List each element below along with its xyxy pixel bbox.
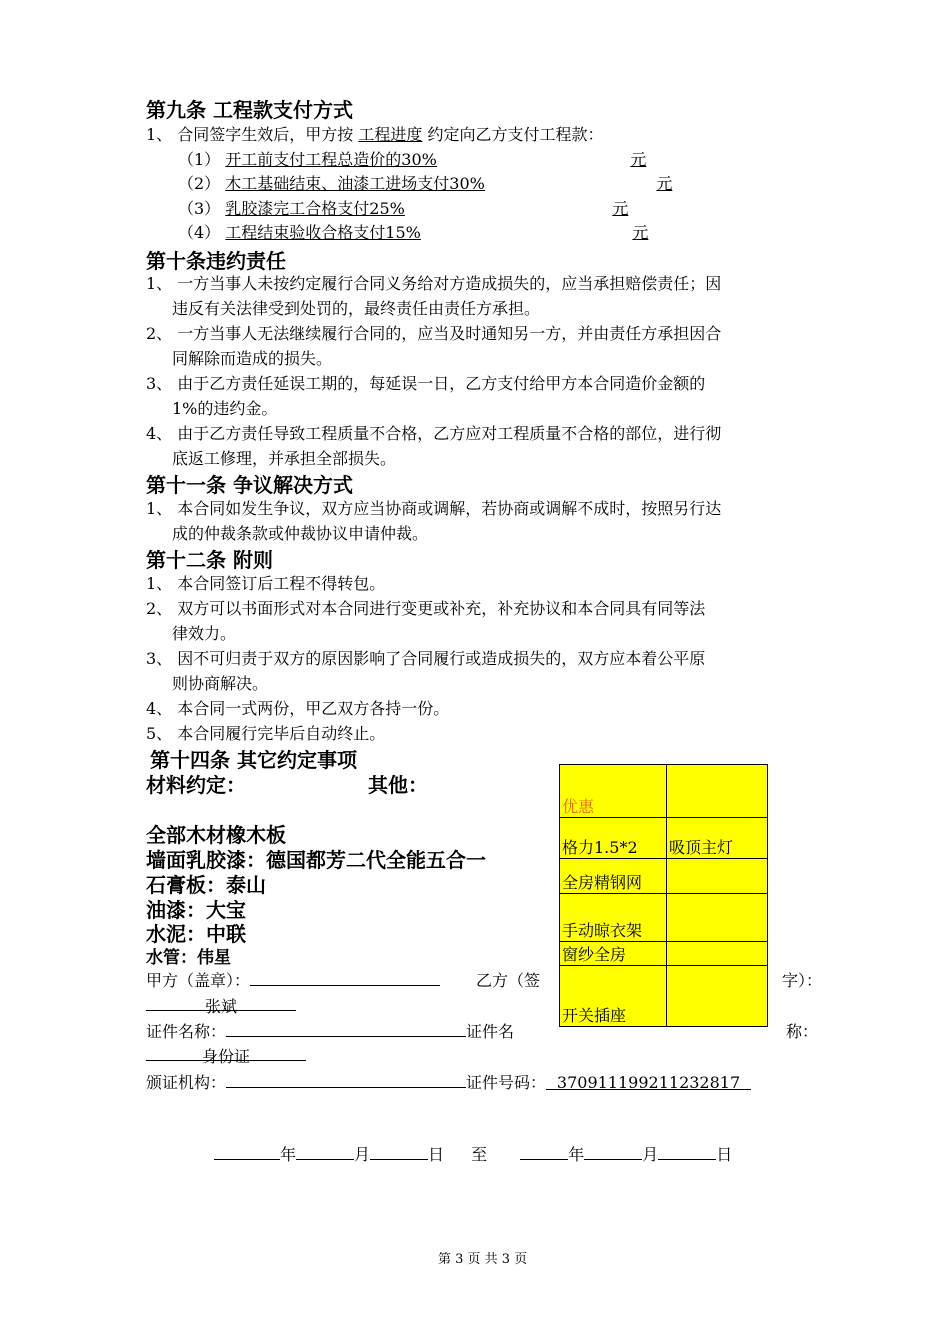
art10-line-2: 违反有关法律受到处罚的，最终责任由责任方承担。: [172, 299, 541, 318]
table-row: [560, 859, 768, 894]
materials-label: 材料约定：: [146, 773, 246, 797]
art10-line-6: 1%的违约金。: [172, 399, 278, 418]
art10-title: 第十条违约责任: [146, 249, 286, 273]
date-line: [214, 1142, 732, 1165]
art11-title: 第十一条 争议解决方式: [146, 473, 353, 497]
art12-line-1: 1、 本合同签订后工程不得转包。: [146, 574, 386, 593]
art12-line-5: 则协商解决。: [172, 674, 269, 693]
cert-name-b-label: 证件名: [466, 1022, 515, 1041]
material-cement: 水泥：中联: [146, 922, 246, 946]
art12-title: 第十二条 附则: [146, 548, 273, 572]
art14-title: 第十四条 其它约定事项: [150, 748, 357, 772]
table-row: [560, 894, 768, 942]
cert-no-text: 370911199211232817: [556, 1073, 741, 1092]
start-month-label: 月: [354, 1145, 371, 1164]
art9-intro-method: 工程进度: [358, 125, 423, 144]
party-a-blank: [250, 969, 440, 986]
item-unit: 元: [612, 199, 629, 218]
start-day-blank: [370, 1143, 428, 1160]
item-text: 乳胶漆完工合格支付25%: [225, 199, 405, 218]
issuer-label: 颁证机构：: [146, 1073, 227, 1092]
party-b-name-line: [146, 994, 296, 1016]
art11-line-2: 成的仲裁条款或仲裁协议申请仲裁。: [172, 524, 429, 543]
table-cell: [667, 966, 768, 1027]
material-gypsum: 石膏板：泰山: [146, 873, 266, 897]
end-year-label: 年: [568, 1145, 585, 1164]
art12-line-7: 5、 本合同履行完毕后自动终止。: [146, 724, 386, 743]
material-wood: 全部木材橡木板: [146, 823, 286, 847]
art9-intro: [146, 122, 604, 145]
art9-item-1: [178, 147, 646, 170]
item-num: （1）: [178, 150, 221, 169]
end-month-label: 月: [642, 1145, 659, 1164]
table-row: [560, 942, 768, 966]
art12-line-4: 3、 因不可归责于双方的原因影响了合同履行或造成损失的，双方应本着公平原: [146, 649, 706, 668]
party-a-label: 甲方（盖章）：: [146, 971, 251, 990]
art9-intro-post: 约定向乙方支付工程款：: [427, 125, 604, 144]
end-day-label: 日: [716, 1145, 733, 1164]
art10-line-8: 底返工修理，并承担全部损失。: [172, 449, 397, 468]
table-cell: 优惠: [560, 765, 667, 818]
issuer-line: [146, 1070, 751, 1093]
table-cell: 手动晾衣架: [560, 894, 667, 942]
item-unit: 元: [632, 223, 649, 242]
art10-line-4: 同解除而造成的损失。: [172, 349, 333, 368]
art9-intro-pre: 1、 合同签字生效后，甲方按: [146, 125, 354, 144]
art9-title: 第九条 工程款支付方式: [146, 98, 353, 122]
art10-line-3: 2、 一方当事人无法继续履行合同的，应当及时通知另一方，并由责任方承担因合: [146, 324, 722, 343]
table-cell: 窗纱全房: [560, 942, 667, 966]
item-unit: 元: [656, 174, 673, 193]
party-b-label: 乙方（签: [476, 971, 541, 990]
table-row: [560, 765, 768, 818]
start-day-label: 日: [428, 1145, 445, 1164]
cert-no: [546, 1073, 751, 1090]
item-num: （2）: [178, 174, 221, 193]
other-label: 其他：: [368, 773, 428, 797]
table-cell: [667, 942, 768, 966]
cert-type-b-text: 身份证: [201, 1047, 250, 1066]
end-day-blank: [658, 1143, 716, 1160]
issuer-blank: [226, 1071, 466, 1088]
party-a-line: [146, 968, 440, 991]
cert-name-blank: [226, 1020, 466, 1037]
art12-line-2: 2、 双方可以书面形式对本合同进行变更或补充，补充协议和本合同具有同等法: [146, 599, 706, 618]
art10-line-1: 1、 一方当事人未按约定履行合同义务给对方造成损失的，应当承担赔偿责任；因: [146, 274, 722, 293]
item-num: （3）: [178, 199, 221, 218]
art12-line-6: 4、 本合同一式两份，甲乙双方各持一份。: [146, 699, 450, 718]
item-unit: 元: [630, 150, 647, 169]
art9-item-3: [178, 196, 628, 219]
table-cell: [667, 859, 768, 894]
party-b-name-text: 张斌: [204, 997, 237, 1016]
page-number: 第 3 页 共 3 页: [438, 1252, 528, 1267]
art12-line-3: 律效力。: [172, 624, 237, 643]
material-pipe: 水管：伟星: [146, 948, 231, 968]
cert-type-line: [146, 1044, 306, 1066]
table-cell: 格力1.5*2: [560, 818, 667, 859]
table-row: [560, 818, 768, 859]
item-num: （4）: [178, 223, 221, 242]
cert-no-label: 证件号码：: [466, 1073, 547, 1092]
table-cell: 全房精钢网: [560, 859, 667, 894]
start-year-label: 年: [280, 1145, 297, 1164]
table-cell: [667, 765, 768, 818]
party-b-name: [146, 994, 296, 1016]
cert-name-label: 证件名称：: [146, 1022, 227, 1041]
end-year-blank: [520, 1143, 568, 1160]
material-lacquer: 油漆：大宝: [146, 898, 246, 922]
item-text: 木工基础结束、油漆工进场支付30%: [225, 174, 485, 193]
item-text: 工程结束验收合格支付15%: [225, 223, 421, 242]
material-paint: 墙面乳胶漆：德国都芳二代全能五合一: [146, 848, 486, 872]
table-cell: 开关插座: [560, 966, 667, 1027]
table-row: [560, 966, 768, 1027]
party-b-label-end: 字）：: [782, 971, 823, 990]
item-text: 开工前支付工程总造价的30%: [225, 150, 437, 169]
cert-name-line: [146, 1019, 514, 1042]
cert-name-b-label-end: 称：: [786, 1022, 819, 1041]
art10-line-5: 3、 由于乙方责任延误工期的，每延误一日，乙方支付给甲方本合同造价金额的: [146, 374, 706, 393]
end-month-blank: [584, 1143, 642, 1160]
other-items-table: [559, 764, 768, 1027]
art9-item-2: [178, 171, 672, 194]
art10-line-7: 4、 由于乙方责任导致工程质量不合格，乙方应对工程质量不合格的部位，进行彻: [146, 424, 722, 443]
start-year-blank: [214, 1143, 280, 1160]
art9-item-4: [178, 220, 648, 243]
art11-line-1: 1、 本合同如发生争议，双方应当协商或调解，若协商或调解不成时，按照另行达: [146, 499, 722, 518]
cert-type-b: [146, 1044, 306, 1066]
table-cell: [667, 894, 768, 942]
date-to-label: 至: [471, 1145, 488, 1164]
table-cell: 吸顶主灯: [667, 818, 768, 859]
start-month-blank: [296, 1143, 354, 1160]
